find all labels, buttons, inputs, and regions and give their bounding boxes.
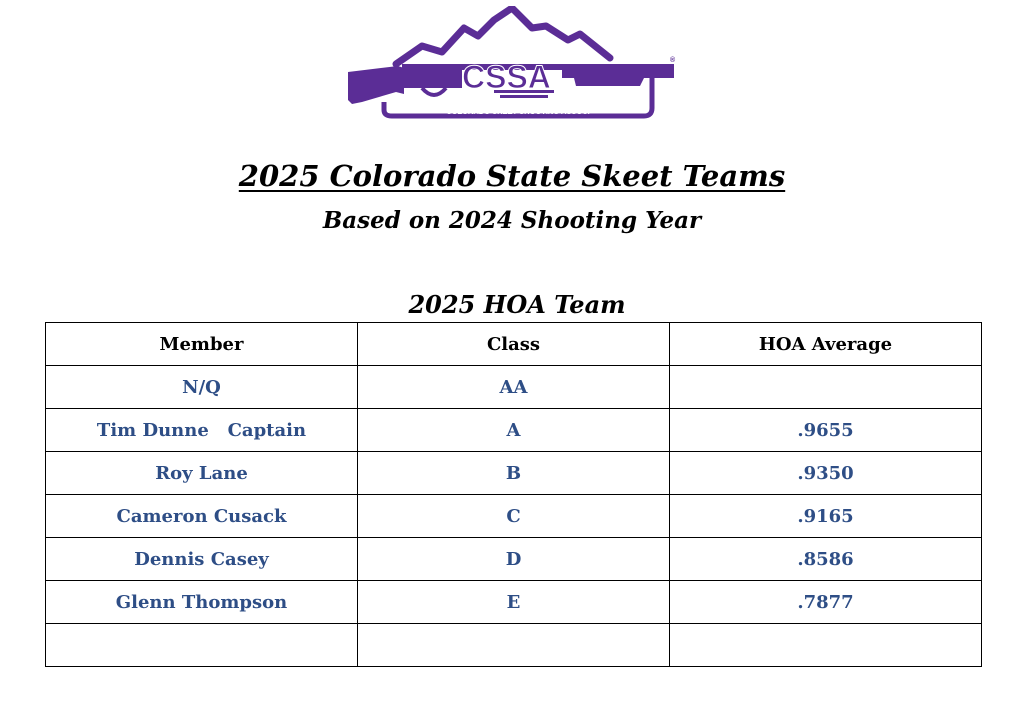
page-subtitle: Based on 2024 Shooting Year: [322, 207, 702, 234]
header-class: Class: [358, 323, 670, 366]
member-cell: Roy Lane: [46, 452, 358, 495]
table-row: [46, 538, 982, 581]
logo-abbreviation: CSSA: [462, 59, 551, 95]
average-cell: [670, 624, 982, 667]
member-cell: Dennis Casey: [46, 538, 358, 581]
average-cell: .9655: [670, 409, 982, 452]
class-cell: D: [358, 538, 670, 581]
team-title: 2025 HOA Team: [408, 290, 626, 319]
class-cell: AA: [358, 366, 670, 409]
logo-trademark: ®: [670, 57, 676, 64]
table-row: [46, 495, 982, 538]
cssa-logo: [344, 6, 678, 120]
class-cell: A: [358, 409, 670, 452]
average-cell: .7877: [670, 581, 982, 624]
table-row: [46, 452, 982, 495]
average-cell: .9165: [670, 495, 982, 538]
average-cell: .8586: [670, 538, 982, 581]
header-member: Member: [46, 323, 358, 366]
logo-full-name: COLORADO SKEET SHOOTING ASSOC.: [446, 107, 590, 116]
member-cell: Cameron Cusack: [46, 495, 358, 538]
page-title-text: 2025 Colorado State Skeet Teams: [238, 159, 786, 193]
shotgun-mountain-logo-icon: [344, 6, 678, 120]
header-hoa-average: HOA Average: [670, 323, 982, 366]
table-row: [46, 624, 982, 667]
class-cell: C: [358, 495, 670, 538]
average-cell: .9350: [670, 452, 982, 495]
member-cell: [46, 624, 358, 667]
member-cell: Glenn Thompson: [46, 581, 358, 624]
class-cell: [358, 624, 670, 667]
average-cell: [670, 366, 982, 409]
table-row: [46, 409, 982, 452]
table-header-row: [46, 323, 982, 366]
table-row: [46, 581, 982, 624]
class-cell: B: [358, 452, 670, 495]
class-cell: E: [358, 581, 670, 624]
team-table: [45, 322, 982, 667]
page-title: [0, 156, 1024, 196]
table-row: [46, 366, 982, 409]
member-cell: Tim Dunne Captain: [46, 409, 358, 452]
member-cell: N/Q: [46, 366, 358, 409]
